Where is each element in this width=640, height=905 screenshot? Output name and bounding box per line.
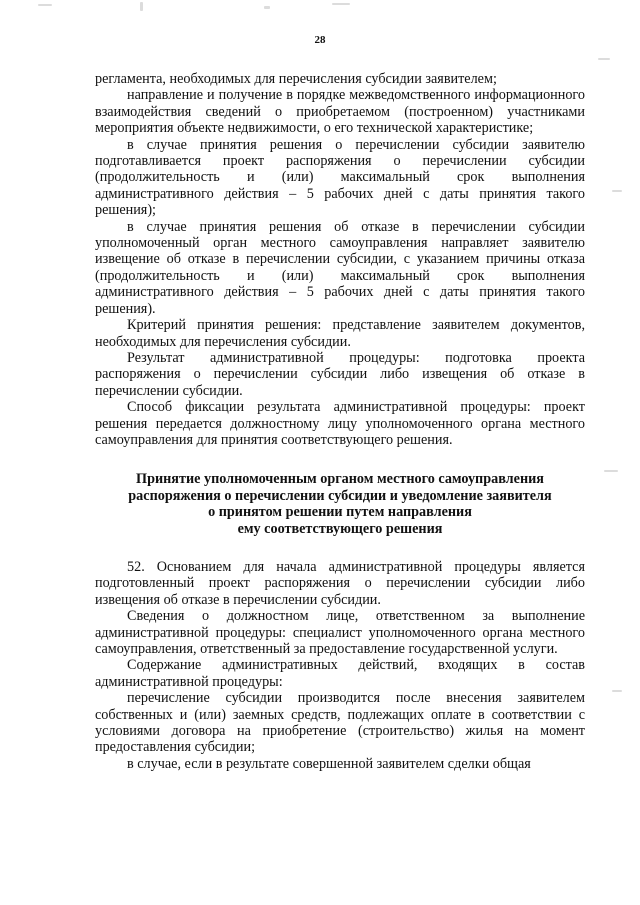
paragraph: направление и получение в порядке межведомственного информационного взаимодействия сведений о приобретаемом (построенном) участниками мероприятия объекте недвижимости, о его технической характеристике; <box>95 87 585 137</box>
paragraph: Критерий принятия решения: представление заявителем документов, необходимых для перечисления субсидии. <box>95 317 585 350</box>
section-heading <box>95 471 585 537</box>
scan-artifact <box>604 470 618 472</box>
section-heading-line: распоряжения о перечислении субсидии и уведомление заявителя <box>128 487 552 504</box>
scan-artifact <box>598 58 610 60</box>
section-heading-line: ему соответствующего решения <box>237 520 443 537</box>
scan-artifact <box>38 4 52 6</box>
paragraph: Содержание административных действий, входящих в состав административной процедуры: <box>95 657 585 690</box>
page-number: 28 <box>314 34 326 46</box>
paragraph: в случае принятия решения о перечислении субсидии заявителю подготавливается проект распоряжения о перечислении субсидии (продолжительность и (или) максимальный срок выполнения административного действия – 5 рабочих дней с даты принятия такого решения); <box>95 136 585 219</box>
section-heading-line: Принятие уполномоченным органом местного самоуправления <box>136 471 544 488</box>
paragraph: Результат административной процедуры: подготовка проекта распоряжения о перечислении субсидии либо извещения об отказе в перечислении субсидии. <box>95 349 585 399</box>
scan-artifact <box>612 690 622 692</box>
paragraph: 52. Основанием для начала административной процедуры является подготовленный проект распоряжения о перечислении субсидии либо извещения об отказе в перечислении субсидии. <box>95 558 585 608</box>
document-body <box>95 71 585 772</box>
paragraph: перечисление субсидии производится после внесения заявителем собственных и (или) заемных средств, подлежащих оплате в соответствии с условиями договора на приобретение (строительство) жилья на момент предоставления субсидии; <box>95 690 585 756</box>
paragraph: Сведения о должностном лице, ответственном за выполнение административной процедуры: специалист уполномоченного органа местного самоуправления, ответственный за предоставление государственной услуги. <box>95 608 585 657</box>
scan-artifact <box>612 190 622 192</box>
scan-artifact <box>264 6 270 9</box>
section-heading-line: о принятом решении путем направления <box>208 504 472 521</box>
paragraph: регламента, необходимых для перечисления субсидии заявителем; <box>95 71 497 87</box>
paragraph: в случае, если в результате совершенной заявителем сделки общая <box>127 755 531 772</box>
scan-artifact <box>140 2 143 11</box>
paragraph: Способ фиксации результата административной процедуры: проект решения передается должностному лицу уполномоченного органа местного самоуправления для принятия соответствующего решения. <box>95 399 585 448</box>
scan-artifact <box>332 3 350 5</box>
paragraph: в случае принятия решения об отказе в перечислении субсидии уполномоченный орган местного самоуправления направляет заявителю извещение об отказе в перечислении субсидии, с указанием причины отказа (продолжительность и (или) максимальный срок выполнения административного действия – 5 рабочих дней с даты принятия такого решения). <box>95 218 585 317</box>
